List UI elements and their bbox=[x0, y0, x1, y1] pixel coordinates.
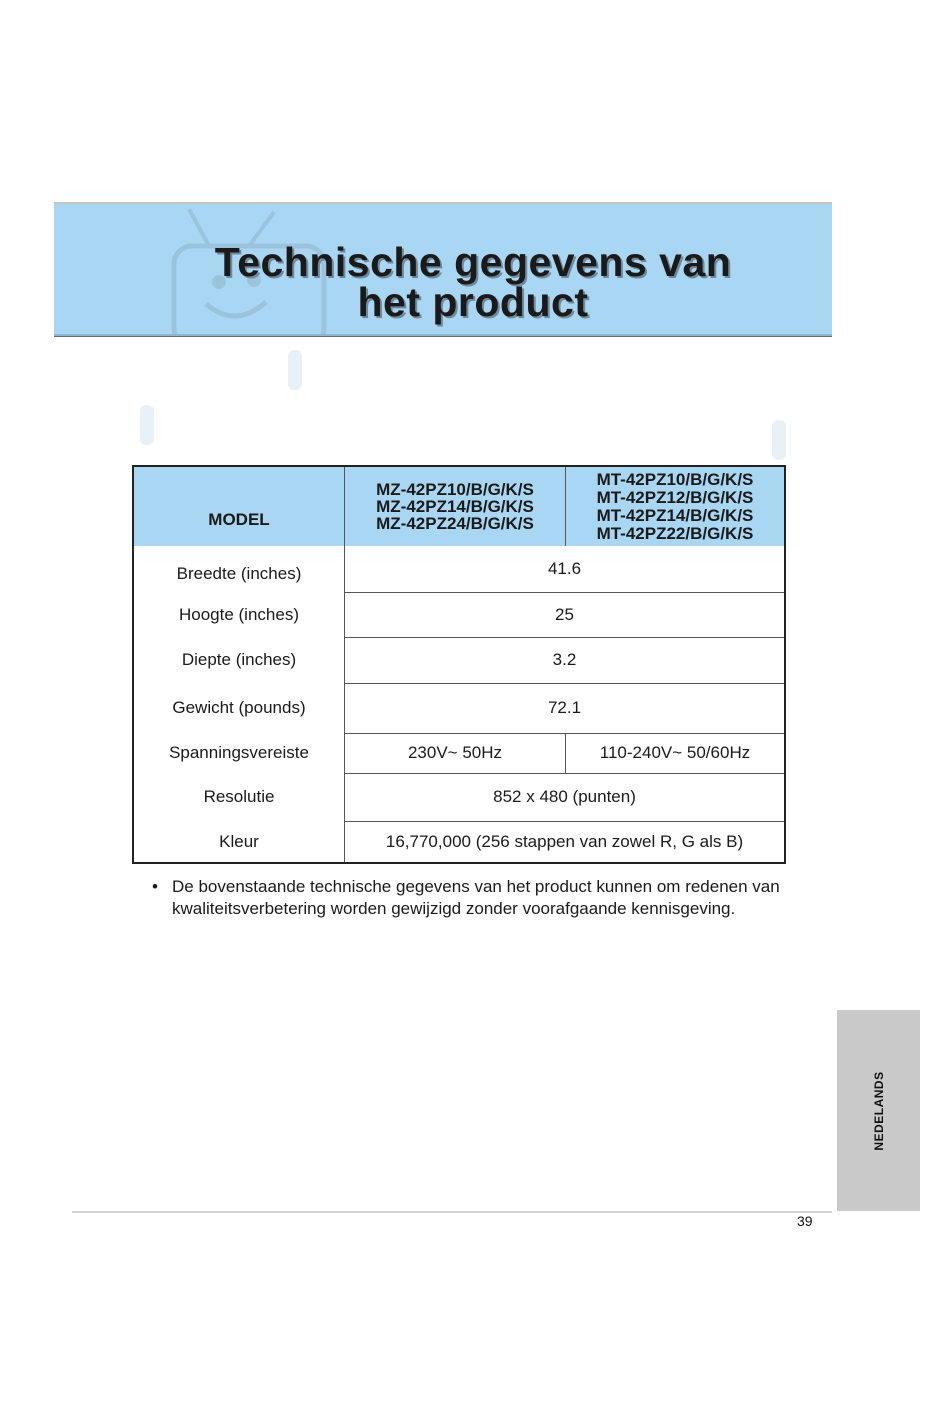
model-name: MT-42PZ10/B/G/K/S bbox=[596, 469, 754, 489]
footnote bbox=[152, 876, 782, 920]
page-title bbox=[54, 239, 832, 325]
title-banner bbox=[54, 202, 832, 336]
model-name: MT-42PZ22/B/G/K/S bbox=[596, 523, 754, 543]
banner-divider bbox=[54, 336, 832, 337]
bullet-icon: • bbox=[152, 877, 158, 896]
row-value: 25 bbox=[345, 592, 786, 637]
table-row bbox=[133, 683, 785, 733]
model-header: MODEL bbox=[133, 466, 345, 546]
footnote-text: De bovenstaande technische gegevens van het product kunnen om redenen van kwaliteitsverbetering worden gewijzigd zonder voorafgaande kennisgeving. bbox=[172, 877, 780, 918]
language-tab bbox=[837, 1010, 920, 1211]
row-label: Diepte (inches) bbox=[133, 637, 345, 683]
specs-table bbox=[132, 465, 786, 864]
page-title-line1: Technische gegevens van bbox=[214, 239, 732, 285]
row-label: Kleur bbox=[133, 821, 345, 863]
table-row bbox=[133, 637, 785, 683]
decor-mark bbox=[772, 420, 786, 460]
row-value: 72.1 bbox=[345, 683, 786, 733]
row-label: Resolutie bbox=[133, 773, 345, 821]
model-name: MZ-42PZ14/B/G/K/S bbox=[376, 497, 534, 516]
row-value-a: 230V~ 50Hz bbox=[345, 733, 566, 773]
row-value: 3.2 bbox=[345, 637, 786, 683]
table-row bbox=[133, 733, 785, 773]
row-label: Breedte (inches) bbox=[133, 546, 345, 592]
model-name: MZ-42PZ10/B/G/K/S bbox=[376, 480, 534, 499]
row-value: 16,770,000 (256 stappen van zowel R, G als B) bbox=[385, 831, 744, 851]
page-number: 39 bbox=[797, 1213, 813, 1229]
table-row bbox=[133, 773, 785, 821]
row-value: 852 x 480 (punten) bbox=[345, 773, 786, 821]
table-row bbox=[133, 592, 785, 637]
row-label: Spanningsvereiste bbox=[133, 733, 345, 773]
model-column-b bbox=[566, 466, 786, 546]
decor-mark bbox=[140, 405, 154, 445]
row-value-b: 110-240V~ 50/60Hz bbox=[566, 733, 786, 773]
decor-mark bbox=[288, 350, 302, 390]
model-column-a bbox=[345, 466, 566, 546]
row-label: Gewicht (pounds) bbox=[133, 683, 345, 733]
language-tab-label: NEDELANDS bbox=[871, 1070, 886, 1151]
row-label: Hoogte (inches) bbox=[133, 592, 345, 637]
page-title-line2: het product bbox=[357, 279, 589, 325]
model-name: MT-42PZ14/B/G/K/S bbox=[596, 505, 754, 525]
footer-divider bbox=[72, 1211, 832, 1213]
table-row bbox=[133, 821, 785, 863]
table-row bbox=[133, 546, 785, 592]
table-header-row bbox=[133, 466, 785, 546]
model-name: MT-42PZ12/B/G/K/S bbox=[596, 487, 754, 507]
model-name: MZ-42PZ24/B/G/K/S bbox=[376, 514, 534, 533]
row-value: 41.6 bbox=[345, 546, 786, 592]
